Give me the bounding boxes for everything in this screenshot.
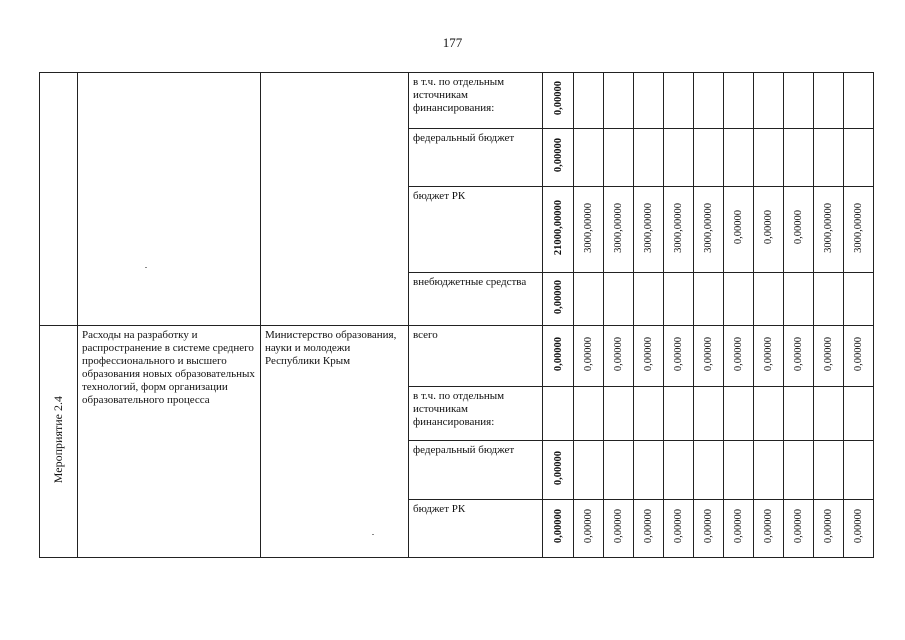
value-cell [604, 441, 634, 500]
value-cell [784, 73, 814, 129]
value-cell [664, 441, 694, 500]
value-cell [664, 500, 694, 558]
value-cell [574, 326, 604, 387]
value-cell [724, 73, 754, 129]
value-cell [814, 73, 844, 129]
value-cell [724, 326, 754, 387]
total-value: 0,00000 [552, 336, 564, 372]
value-cell [574, 387, 604, 441]
value-cell [634, 500, 664, 558]
value-cell [844, 500, 874, 558]
measure-label-cell [40, 326, 78, 558]
value-cell [604, 326, 634, 387]
value-cell [604, 129, 634, 187]
year-value: 3000,00000 [853, 202, 864, 253]
source-cell-text: всего [413, 329, 438, 341]
source-cell-text: бюджет РК [413, 503, 466, 515]
value-cell [814, 326, 844, 387]
value-cell [814, 500, 844, 558]
value-cell [784, 441, 814, 500]
year-value: 0,00000 [733, 210, 744, 245]
value-cell [694, 273, 724, 326]
value-cell [604, 187, 634, 273]
year-value: 0,00000 [583, 509, 594, 544]
total-cell [543, 129, 574, 187]
total-value: 0,00000 [552, 509, 564, 544]
value-cell [724, 387, 754, 441]
source-cell-text: федеральный бюджет [413, 132, 515, 144]
year-value: 0,00000 [643, 336, 654, 372]
value-cell [814, 129, 844, 187]
source-cell [409, 326, 543, 387]
year-value: 3000,00000 [643, 202, 654, 253]
value-cell [754, 326, 784, 387]
measure-executor [261, 326, 409, 558]
value-cell [814, 441, 844, 500]
value-cell [604, 500, 634, 558]
source-cell [409, 73, 543, 129]
value-cell [724, 129, 754, 187]
value-cell [604, 273, 634, 326]
total-cell [543, 500, 574, 558]
value-cell [604, 387, 634, 441]
year-value: 0,00000 [613, 336, 624, 372]
value-cell [694, 387, 724, 441]
value-cell [754, 129, 784, 187]
value-cell [634, 73, 664, 129]
value-cell [754, 441, 784, 500]
year-value: 0,00000 [673, 509, 684, 544]
value-cell [574, 129, 604, 187]
value-cell [634, 441, 664, 500]
value-cell [844, 273, 874, 326]
value-cell [784, 500, 814, 558]
value-cell [844, 441, 874, 500]
total-cell [543, 387, 574, 441]
year-value: 0,00000 [763, 336, 774, 372]
measure-name [78, 326, 261, 558]
table-row [40, 326, 874, 387]
total-value: 0,00000 [552, 450, 564, 486]
budget-table [39, 72, 874, 558]
value-cell [634, 129, 664, 187]
total-value: 0,00000 [552, 138, 564, 173]
year-value: 3000,00000 [703, 202, 714, 253]
scan-speck [145, 267, 147, 268]
year-value: 0,00000 [673, 336, 684, 372]
measure-label: Мероприятие 2.4 [51, 395, 65, 484]
source-cell [409, 500, 543, 558]
year-value: 0,00000 [823, 509, 834, 544]
year-value: 0,00000 [763, 509, 774, 544]
total-cell [543, 326, 574, 387]
value-cell [724, 187, 754, 273]
measure-executor-text: Министерство образования, науки и молодежи Республики Крым [265, 329, 397, 367]
table-row [40, 73, 874, 129]
value-cell [814, 387, 844, 441]
value-cell [694, 187, 724, 273]
year-value: 0,00000 [793, 210, 804, 245]
year-value: 3000,00000 [673, 202, 684, 253]
value-cell [664, 326, 694, 387]
year-value: 0,00000 [793, 509, 804, 544]
value-cell [724, 500, 754, 558]
year-value: 0,00000 [823, 336, 834, 372]
value-cell [694, 441, 724, 500]
year-value: 0,00000 [643, 509, 654, 544]
value-cell [664, 73, 694, 129]
value-cell [634, 387, 664, 441]
value-cell [634, 187, 664, 273]
year-value: 0,00000 [793, 336, 804, 372]
year-value: 0,00000 [703, 336, 714, 372]
value-cell [844, 187, 874, 273]
year-value: 0,00000 [763, 210, 774, 245]
value-cell [784, 387, 814, 441]
source-cell [409, 441, 543, 500]
value-cell [844, 129, 874, 187]
value-cell [574, 500, 604, 558]
value-cell [664, 273, 694, 326]
source-cell-text: внебюджетные средства [413, 276, 527, 288]
value-cell [664, 387, 694, 441]
total-cell [543, 273, 574, 326]
value-cell [754, 500, 784, 558]
total-cell [543, 73, 574, 129]
value-cell [664, 129, 694, 187]
name-cell [78, 73, 261, 326]
year-value: 0,00000 [703, 509, 714, 544]
value-cell [754, 73, 784, 129]
value-cell [724, 441, 754, 500]
value-cell [574, 441, 604, 500]
total-value: 21000,00000 [552, 199, 564, 256]
value-cell [754, 187, 784, 273]
year-value: 3000,00000 [823, 202, 834, 253]
value-cell [844, 73, 874, 129]
value-cell [784, 273, 814, 326]
value-cell [814, 187, 844, 273]
year-value: 0,00000 [853, 509, 864, 544]
year-value: 0,00000 [583, 336, 594, 372]
value-cell [694, 500, 724, 558]
year-value: 0,00000 [613, 509, 624, 544]
source-cell [409, 129, 543, 187]
executor-cell [261, 73, 409, 326]
source-cell [409, 387, 543, 441]
scan-speck [372, 534, 374, 535]
value-cell [574, 187, 604, 273]
total-cell [543, 441, 574, 500]
value-cell [844, 326, 874, 387]
value-cell [754, 273, 784, 326]
year-value: 0,00000 [853, 336, 864, 372]
value-cell [664, 187, 694, 273]
value-cell [634, 326, 664, 387]
value-cell [574, 273, 604, 326]
value-cell [694, 326, 724, 387]
value-cell [784, 326, 814, 387]
source-cell [409, 273, 543, 326]
source-cell-text: в т.ч. по отдельным источникам финансирования: [413, 76, 505, 114]
value-cell [844, 387, 874, 441]
measure-name-text: Расходы на разработку и распространение в системе среднего профессионального и высшего образования новых образовательных технологий, форм организации образовательного процесса [82, 329, 255, 406]
value-cell [724, 273, 754, 326]
value-cell [694, 73, 724, 129]
year-value: 3000,00000 [613, 202, 624, 253]
year-value: 0,00000 [733, 336, 744, 372]
source-cell-text: федеральный бюджет [413, 444, 515, 456]
source-cell [409, 187, 543, 273]
source-cell-text: бюджет РК [413, 190, 466, 202]
page-number: 177 [442, 35, 463, 50]
total-cell [543, 187, 574, 273]
value-cell [784, 129, 814, 187]
source-cell-text: в т.ч. по отдельным источникам финансирования: [413, 390, 505, 428]
value-cell [604, 73, 634, 129]
total-value: 0,00000 [552, 279, 564, 315]
value-cell [814, 273, 844, 326]
label-cell [40, 73, 78, 326]
value-cell [634, 273, 664, 326]
value-cell [754, 387, 784, 441]
year-value: 3000,00000 [583, 202, 594, 253]
year-value: 0,00000 [733, 509, 744, 544]
value-cell [694, 129, 724, 187]
total-value: 0,00000 [552, 81, 564, 116]
value-cell [784, 187, 814, 273]
value-cell [574, 73, 604, 129]
